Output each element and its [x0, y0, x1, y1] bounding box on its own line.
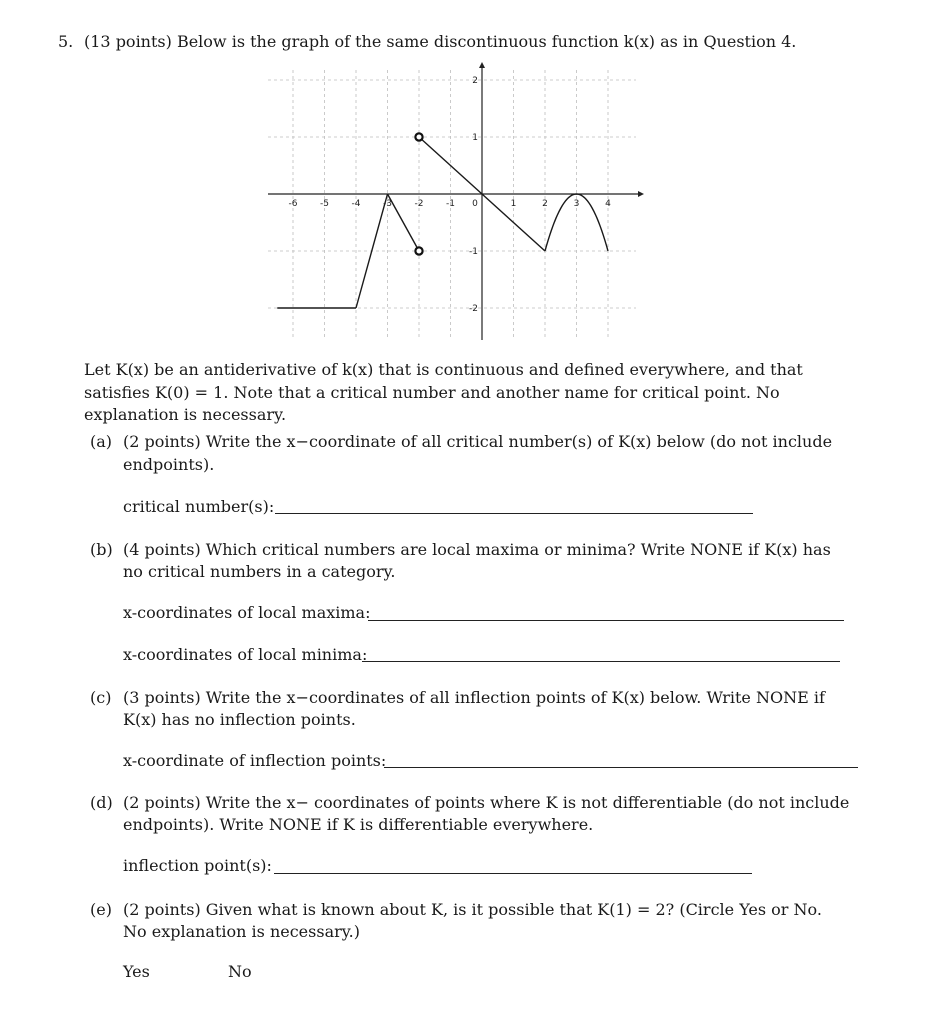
part-c-answer-label: x-coordinate of inflection points:	[123, 751, 387, 770]
x-tick-label: -2	[414, 199, 424, 209]
part-e-label: (e)	[90, 900, 112, 919]
part-c-line-1: (3 points) Write the x−coordinates of all inflection points of K(x) below. Write NONE if	[123, 688, 825, 707]
x-tick-label: 4	[605, 199, 611, 209]
part-b-line-1: (4 points) Which critical numbers are local maxima or minima? Write NONE if K(x) has	[123, 540, 831, 559]
x-tick-label: -6	[288, 199, 298, 209]
question-number: 5.	[58, 32, 74, 51]
x-tick-label: 2	[542, 199, 548, 209]
part-b-maxima-label: x-coordinates of local maxima:	[123, 603, 371, 622]
question-header: (13 points) Below is the graph of the same discontinuous function k(x) as in Question 4.	[84, 32, 797, 51]
intro-line-2: satisfies K(0) = 1. Note that a critical number and another name for critical point. No	[84, 383, 780, 402]
y-tick-label: -1	[469, 247, 478, 257]
x-tick-label: -3	[383, 199, 392, 209]
part-e-no-option[interactable]: No	[228, 962, 252, 981]
part-e-yes-option[interactable]: Yes	[123, 962, 150, 981]
part-a-line-1: (2 points) Write the x−coordinate of all critical number(s) of K(x) below (do not include	[123, 432, 833, 451]
part-e-line-2: No explanation is necessary.)	[123, 922, 360, 941]
part-b-minima-label: x-coordinates of local minima:	[123, 645, 368, 664]
part-d-answer-label: inflection point(s):	[123, 856, 272, 875]
part-b-minima-answer-line[interactable]	[362, 661, 840, 662]
part-d-label: (d)	[90, 793, 113, 812]
x-tick-label: -5	[320, 199, 329, 209]
x-axis-arrow	[638, 191, 644, 197]
intro-line-1: Let K(x) be an antiderivative of k(x) that is continuous and defined everywhere, and that	[84, 360, 803, 379]
function-graph	[266, 62, 646, 342]
x-tick-label: -1	[446, 199, 455, 209]
part-c-label: (c)	[90, 688, 112, 707]
part-d-line-1: (2 points) Write the x− coordinates of points where K is not differentiable (do not include	[123, 793, 850, 812]
y-tick-label: -2	[469, 304, 478, 314]
x-tick-label: -4	[351, 199, 361, 209]
part-a-answer-line[interactable]	[275, 513, 753, 514]
x-tick-label: 1	[510, 199, 517, 209]
intro-line-3: explanation is necessary.	[84, 405, 287, 424]
y-axis-arrow	[479, 62, 485, 68]
part-c-answer-line[interactable]	[384, 767, 858, 768]
x-tick-label: 0	[472, 199, 478, 209]
part-a-label: (a)	[90, 432, 113, 451]
part-b-label: (b)	[90, 540, 113, 559]
part-d-line-2: endpoints). Write NONE if K is differentiable everywhere.	[123, 815, 594, 834]
part-b-line-2: no critical numbers in a category.	[123, 562, 396, 581]
x-tick-label: 3	[573, 199, 580, 209]
part-a-line-2: endpoints).	[123, 455, 215, 474]
part-d-answer-line[interactable]	[274, 873, 752, 874]
open-point	[415, 133, 422, 140]
y-tick-label: 2	[472, 76, 478, 86]
part-e-line-1: (2 points) Given what is known about K, is it possible that K(1) = 2? (Circle Yes or No.	[123, 900, 822, 919]
y-tick-label: 1	[472, 133, 478, 143]
open-point	[415, 247, 422, 254]
part-a-answer-label: critical number(s):	[123, 497, 275, 516]
part-b-maxima-answer-line[interactable]	[368, 620, 844, 621]
part-c-line-2: K(x) has no inflection points.	[123, 710, 356, 729]
